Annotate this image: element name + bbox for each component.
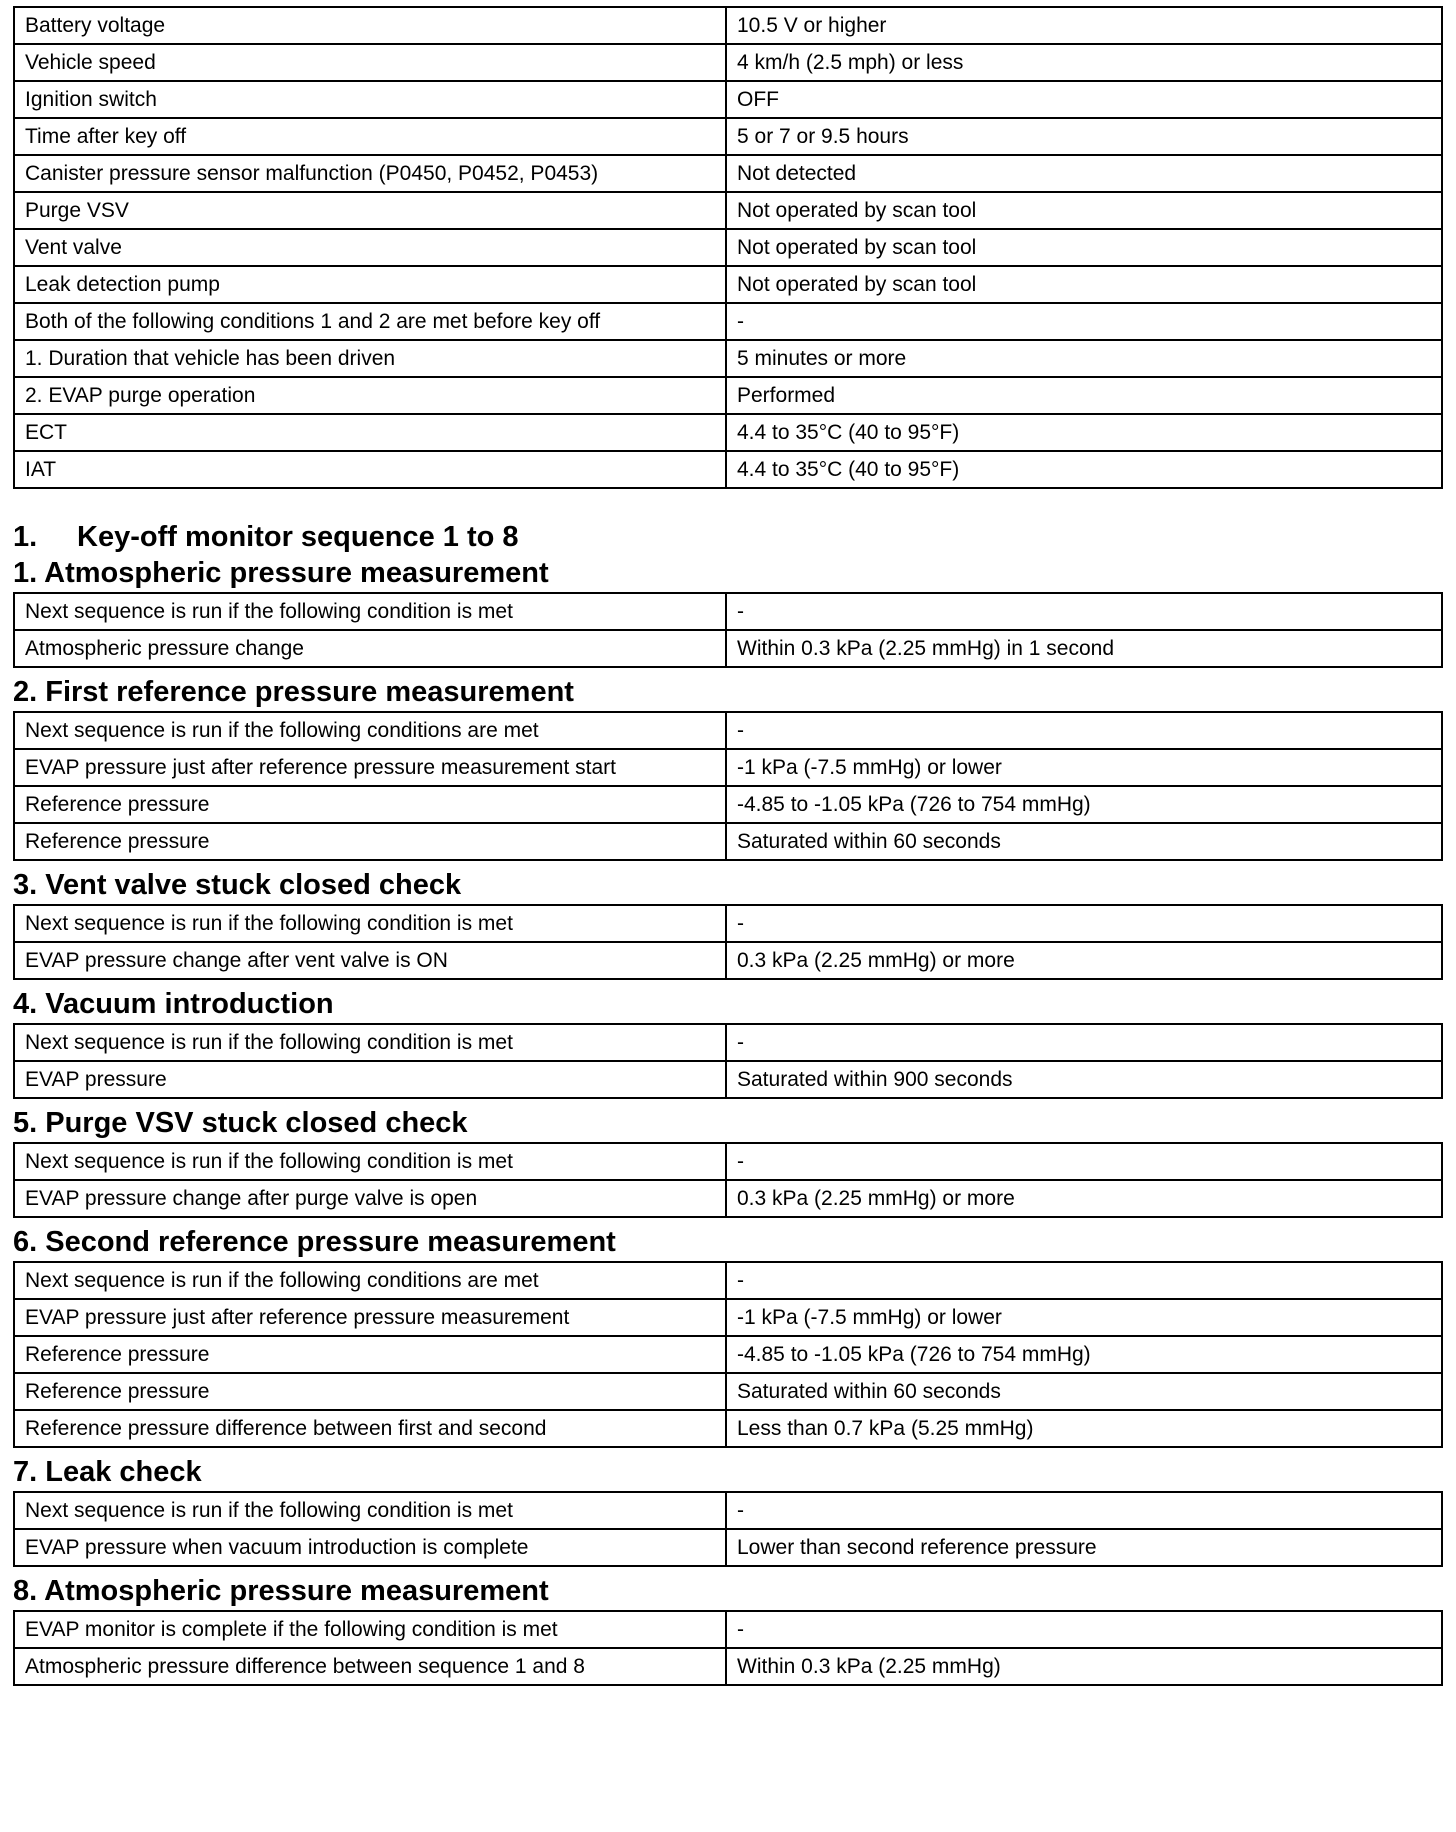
section-title: 2. First reference pressure measurement <box>13 676 574 708</box>
condition-item: Reference pressure difference between first and second <box>14 1410 726 1447</box>
table-row <box>14 414 1442 451</box>
condition-value: -1 kPa (-7.5 mmHg) or lower <box>726 1299 1442 1336</box>
condition-value: Saturated within 900 seconds <box>726 1061 1442 1098</box>
table-row <box>14 303 1442 340</box>
table-row <box>14 1024 1442 1061</box>
condition-item: Ignition switch <box>14 81 726 118</box>
condition-item: EVAP pressure <box>14 1061 726 1098</box>
table-row <box>14 749 1442 786</box>
condition-item: Reference pressure <box>14 823 726 860</box>
condition-value: - <box>726 1492 1442 1529</box>
section-title: 4. Vacuum introduction <box>13 988 334 1020</box>
condition-value: Saturated within 60 seconds <box>726 823 1442 860</box>
table-row <box>14 7 1442 44</box>
table-row <box>14 1492 1442 1529</box>
table-row <box>14 786 1442 823</box>
sequence-heading-text: Key-off monitor sequence 1 to 8 <box>77 521 519 553</box>
condition-item: Next sequence is run if the following condition is met <box>14 593 726 630</box>
condition-item: ECT <box>14 414 726 451</box>
condition-value: - <box>726 593 1442 630</box>
condition-value: 4.4 to 35°C (40 to 95°F) <box>726 414 1442 451</box>
document-page <box>13 6 1441 1686</box>
condition-value: Performed <box>726 377 1442 414</box>
table-row <box>14 1180 1442 1217</box>
condition-item: Next sequence is run if the following condition is met <box>14 1024 726 1061</box>
table-row <box>14 1262 1442 1299</box>
table-row <box>14 229 1442 266</box>
condition-value: Not detected <box>726 155 1442 192</box>
condition-value: - <box>726 1143 1442 1180</box>
condition-value: -4.85 to -1.05 kPa (726 to 754 mmHg) <box>726 786 1442 823</box>
table-row <box>14 118 1442 155</box>
table-row <box>14 451 1442 488</box>
condition-item: EVAP monitor is complete if the following condition is met <box>14 1611 726 1648</box>
condition-item: Atmospheric pressure change <box>14 630 726 667</box>
table-row <box>14 81 1442 118</box>
condition-value: - <box>726 1611 1442 1648</box>
table-row <box>14 1373 1442 1410</box>
condition-value: Less than 0.7 kPa (5.25 mmHg) <box>726 1410 1442 1447</box>
section-title: 3. Vent valve stuck closed check <box>13 869 462 901</box>
condition-value: Within 0.3 kPa (2.25 mmHg) in 1 second <box>726 630 1442 667</box>
section-table <box>13 1610 1443 1686</box>
table-row <box>14 905 1442 942</box>
condition-item: Both of the following conditions 1 and 2 are met before key off <box>14 303 726 340</box>
section-table <box>13 904 1443 980</box>
table-row <box>14 192 1442 229</box>
condition-value: Lower than second reference pressure <box>726 1529 1442 1566</box>
condition-value: - <box>726 1262 1442 1299</box>
table-row <box>14 1061 1442 1098</box>
table-row <box>14 712 1442 749</box>
condition-item: EVAP pressure when vacuum introduction is complete <box>14 1529 726 1566</box>
section-title: 8. Atmospheric pressure measurement <box>13 1575 549 1607</box>
condition-item: 1. Duration that vehicle has been driven <box>14 340 726 377</box>
section-title: 1. Atmospheric pressure measurement <box>13 557 549 589</box>
condition-value: - <box>726 712 1442 749</box>
condition-item: Reference pressure <box>14 786 726 823</box>
table-row <box>14 823 1442 860</box>
table-row <box>14 1336 1442 1373</box>
condition-item: Purge VSV <box>14 192 726 229</box>
table-row <box>14 593 1442 630</box>
condition-item: EVAP pressure just after reference pressure measurement <box>14 1299 726 1336</box>
condition-item: Next sequence is run if the following condition is met <box>14 1143 726 1180</box>
table-row <box>14 942 1442 979</box>
table-row <box>14 377 1442 414</box>
condition-item: Vent valve <box>14 229 726 266</box>
condition-item: Reference pressure <box>14 1336 726 1373</box>
condition-value: - <box>726 905 1442 942</box>
condition-item: EVAP pressure change after vent valve is ON <box>14 942 726 979</box>
condition-value: 5 minutes or more <box>726 340 1442 377</box>
section-table <box>13 1491 1443 1567</box>
condition-value: 10.5 V or higher <box>726 7 1442 44</box>
condition-item: Atmospheric pressure difference between sequence 1 and 8 <box>14 1648 726 1685</box>
condition-value: 4.4 to 35°C (40 to 95°F) <box>726 451 1442 488</box>
table-row <box>14 630 1442 667</box>
table-row <box>14 1410 1442 1447</box>
condition-item: Time after key off <box>14 118 726 155</box>
table-row <box>14 1611 1442 1648</box>
section-table <box>13 1261 1443 1448</box>
condition-value: 5 or 7 or 9.5 hours <box>726 118 1442 155</box>
sequence-heading-number: 1. <box>13 521 38 553</box>
section-table <box>13 1023 1443 1099</box>
table-row <box>14 1299 1442 1336</box>
condition-item: Next sequence is run if the following conditions are met <box>14 1262 726 1299</box>
condition-item: Reference pressure <box>14 1373 726 1410</box>
section-title: 7. Leak check <box>13 1456 202 1488</box>
condition-value: Within 0.3 kPa (2.25 mmHg) <box>726 1648 1442 1685</box>
condition-value: 0.3 kPa (2.25 mmHg) or more <box>726 1180 1442 1217</box>
condition-item: Next sequence is run if the following conditions are met <box>14 712 726 749</box>
condition-item: Next sequence is run if the following condition is met <box>14 905 726 942</box>
condition-value: Saturated within 60 seconds <box>726 1373 1442 1410</box>
sequence-heading <box>13 519 1441 555</box>
section-table <box>13 711 1443 861</box>
table-row <box>14 266 1442 303</box>
condition-item: Canister pressure sensor malfunction (P0450, P0452, P0453) <box>14 155 726 192</box>
table-row <box>14 340 1442 377</box>
condition-item: EVAP pressure change after purge valve is open <box>14 1180 726 1217</box>
condition-value: Not operated by scan tool <box>726 229 1442 266</box>
section-table <box>13 592 1443 668</box>
condition-item: Vehicle speed <box>14 44 726 81</box>
section-title: 6. Second reference pressure measurement <box>13 1226 616 1258</box>
monitor-conditions-table <box>13 6 1443 489</box>
condition-value: -4.85 to -1.05 kPa (726 to 754 mmHg) <box>726 1336 1442 1373</box>
table-row <box>14 1529 1442 1566</box>
condition-item: Leak detection pump <box>14 266 726 303</box>
condition-value: Not operated by scan tool <box>726 192 1442 229</box>
table-row <box>14 1648 1442 1685</box>
table-row <box>14 155 1442 192</box>
condition-item: Next sequence is run if the following condition is met <box>14 1492 726 1529</box>
condition-value: - <box>726 1024 1442 1061</box>
section-title: 5. Purge VSV stuck closed check <box>13 1107 468 1139</box>
condition-value: OFF <box>726 81 1442 118</box>
condition-value: 4 km/h (2.5 mph) or less <box>726 44 1442 81</box>
table-row <box>14 44 1442 81</box>
condition-value: Not operated by scan tool <box>726 266 1442 303</box>
condition-value: -1 kPa (-7.5 mmHg) or lower <box>726 749 1442 786</box>
condition-item: 2. EVAP purge operation <box>14 377 726 414</box>
section-table <box>13 1142 1443 1218</box>
condition-value: - <box>726 303 1442 340</box>
condition-item: Battery voltage <box>14 7 726 44</box>
condition-item: IAT <box>14 451 726 488</box>
condition-value: 0.3 kPa (2.25 mmHg) or more <box>726 942 1442 979</box>
table-row <box>14 1143 1442 1180</box>
condition-item: EVAP pressure just after reference pressure measurement start <box>14 749 726 786</box>
